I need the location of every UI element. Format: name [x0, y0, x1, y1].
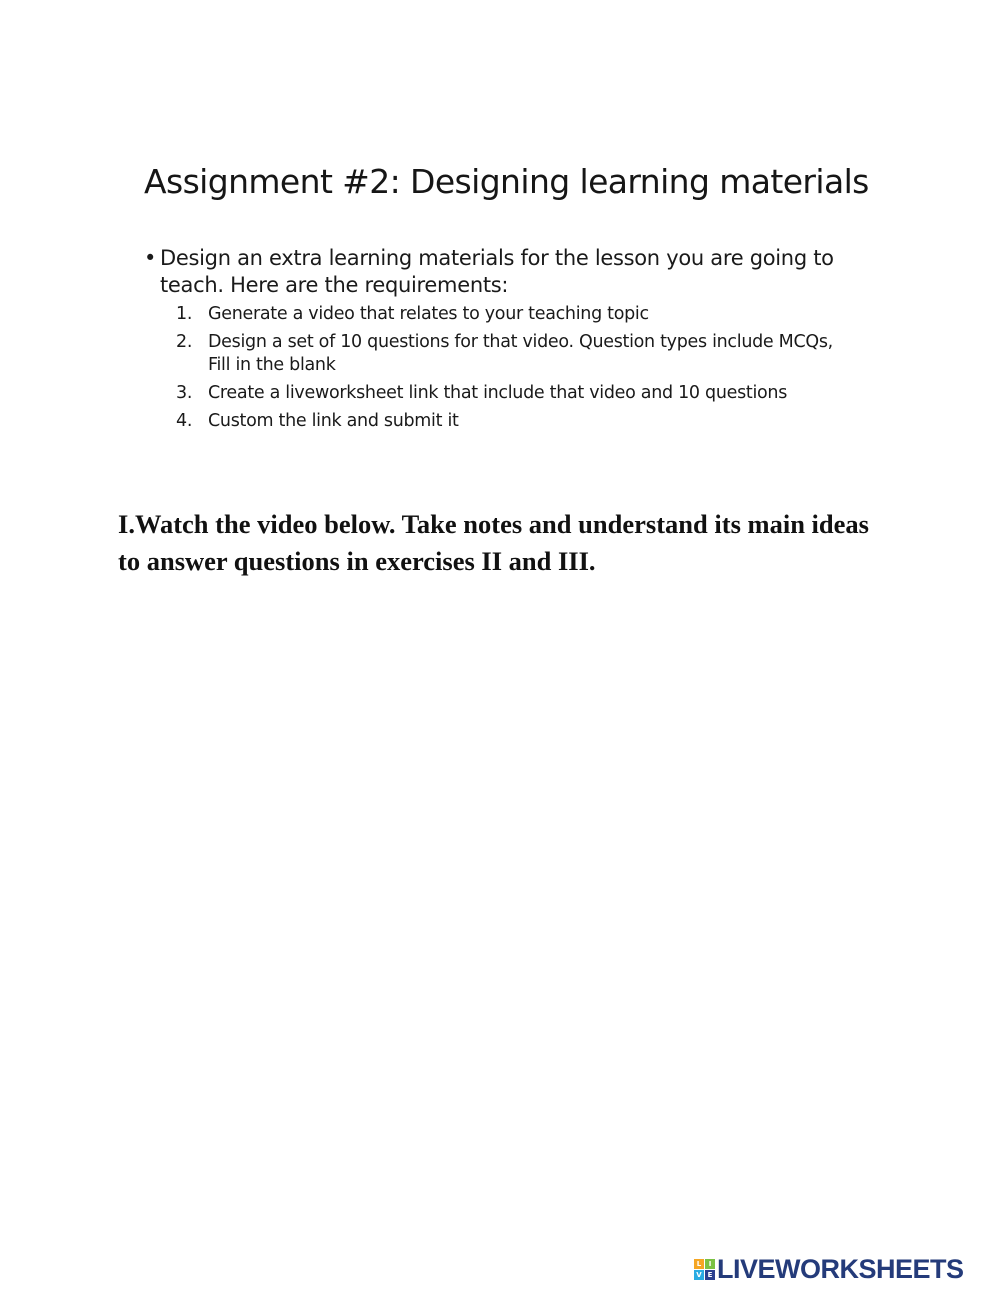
list-item [176, 382, 836, 405]
exercise-instruction: I.Watch the video below. Take notes and understand its main ideas to answer questions in exercises II and III. [118, 509, 869, 576]
logo-text: LIVEWORKSHEETS [717, 1254, 964, 1284]
list-item-number: 2. [176, 332, 193, 352]
liveworksheets-logo [694, 1254, 964, 1284]
logo-mark-cell: I [705, 1259, 715, 1269]
requirements-list [176, 303, 836, 438]
list-item [176, 410, 836, 433]
logo-mark-cell: L [694, 1259, 704, 1269]
list-item [176, 303, 836, 326]
list-item-number: 4. [176, 411, 193, 431]
bullet-marker: • [144, 246, 157, 270]
list-item-text: Custom the link and submit it [208, 411, 459, 431]
logo-mark-icon [694, 1259, 715, 1280]
intro-paragraph [144, 245, 880, 299]
intro-text: Design an extra learning materials for the lesson you are going to teach. Here are the requirements: [160, 246, 834, 297]
list-item-text: Generate a video that relates to your teaching topic [208, 304, 649, 324]
list-item-text: Design a set of 10 questions for that video. Question types include MCQs, Fill in the blank [208, 332, 833, 375]
list-item-number: 1. [176, 304, 193, 324]
list-item-text: Create a liveworksheet link that include that video and 10 questions [208, 383, 788, 403]
page-title: Assignment #2: Designing learning materials [144, 162, 869, 201]
list-item [176, 331, 836, 377]
logo-mark-cell: V [694, 1270, 704, 1280]
logo-mark-cell: E [705, 1270, 715, 1280]
list-item-number: 3. [176, 383, 193, 403]
